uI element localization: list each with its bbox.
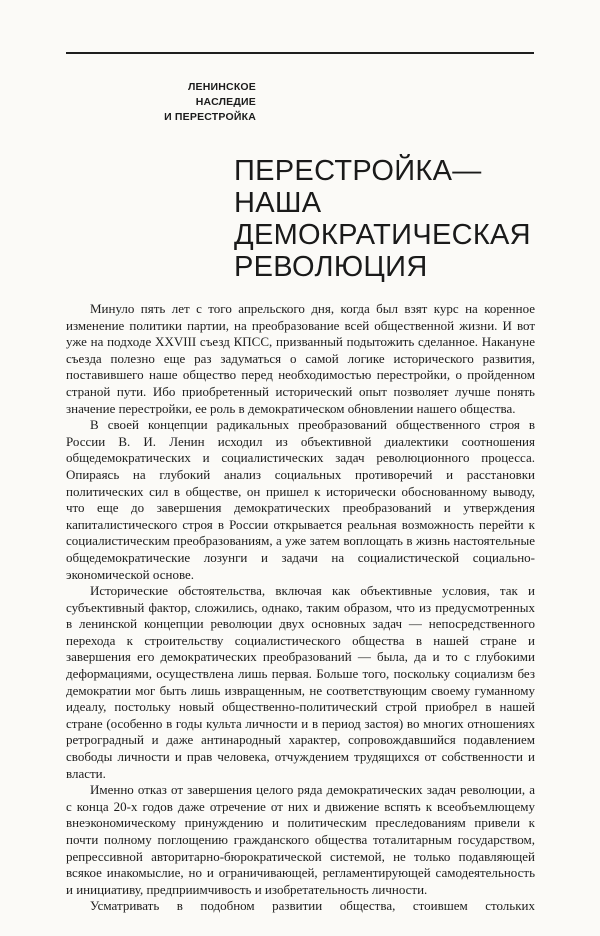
title-line: РЕВОЛЮЦИЯ: [234, 251, 428, 283]
paragraph: Минуло пять лет с того апрельского дня, когда был взят курс на коренное изменение политики партии, на преобразование всей общественной жизни. И вот уже на подходе XXVIII съезд КПСС, призванный подытожить сделанное. Накануне съезда полезно еще раз задуматься о самой логике исторического развития, поставившего наше общество перед необходимостью перестройки, о пройденном страной пути. Ибо приобретенный исторический опыт позволяет лучше понять значение перестройки, ее роль в демократическом обновлении нашего общества.: [66, 301, 535, 416]
title-line: НАША: [234, 187, 322, 219]
article-body: [66, 301, 535, 915]
paragraph: Усматривать в подобном развитии общества, стоившем стольких: [90, 898, 535, 914]
paragraph: Именно отказ от завершения целого ряда демократических задач революции, а с конца 20-х годов даже отречение от них и движение вспять к всеобъемлющему внеэкономическому принуждению и политическим преследованиям привели к почти полному поглощению гражданского общества тоталитарным государством, репрессивной авторитарно-бюрократической системой, не только подавляющей всякое инакомыслие, но и ограничивающей, регламентирующей самодеятельность и инициативу, предприимчивость и изобретательность личности.: [66, 782, 535, 897]
top-rule: [66, 52, 534, 54]
paragraph: В своей концепции радикальных преобразований общественного строя в России В. И. Ленин исходил из объективной диалектики соотношения общедемократических и социалистических задач революционного процесса. Опираясь на глубокий анализ социальных противоречий и расстановки политических сил в обществе, он пришел к исторически обоснованному выводу, что еще до завершения демократических преобразований и утверждения капиталистического строя в России открывается реальная возможность перейти к социалистическим преобразованиям, а уже затем воплощать в жизнь настоятельные общедемократические лозунги и задачи на социалистической социально-экономической основе.: [66, 417, 535, 582]
paragraph: Исторические обстоятельства, включая как объективные условия, так и субъективный фактор, сложились, однако, таким образом, что из предусмотренных в ленинской концепции революции двух основных задач — непосредственного перехода к строительству социалистического общества в нашей стране и завершения его демократических преобразований — была, да и то с глубокими деформациями, осуществлена лишь первая. Больше того, поскольку социализм без демократии мог быть лишь извращенным, не соответствующим своему гуманному идеалу, постольку новый общественно-политический строй приобрел в нашей стране (особенно в годы культа личности и в период застоя) во многих отношениях ретроградный и даже антинародный характер, сопровождавшийся подавлением свободы личности и прав человека, отчуждением трудящихся от собственности и власти.: [66, 583, 535, 781]
rubric-line: ЛЕНИНСКОЕ: [187, 81, 256, 93]
title-line: ДЕМОКРАТИЧЕСКАЯ: [234, 219, 531, 251]
section-rubric: [136, 80, 256, 125]
rubric-line: И ПЕРЕСТРОЙКА: [164, 111, 256, 123]
article-title: [234, 155, 534, 283]
title-line: ПЕРЕСТРОЙКА—: [234, 155, 482, 187]
rubric-line: НАСЛЕДИЕ: [195, 96, 256, 108]
